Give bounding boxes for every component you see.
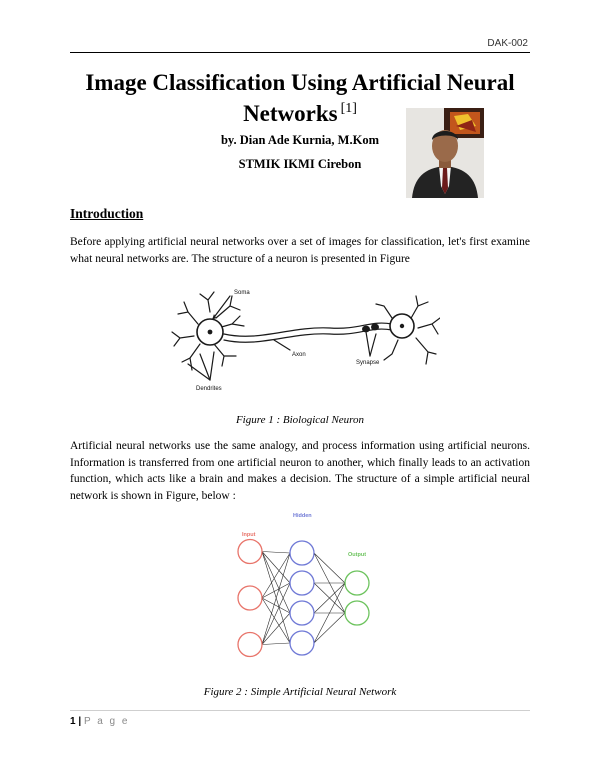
footer-rule xyxy=(70,710,530,711)
author-name: by. Dian Ade Kurnia, M.Kom xyxy=(220,133,379,147)
edge-input-0-to-hidden-0 xyxy=(262,552,290,554)
input-node-2 xyxy=(238,586,262,610)
edge-input-0-to-hidden-2 xyxy=(262,552,290,614)
label-hidden: Hidden xyxy=(293,513,312,519)
edge-input-2-to-hidden-3 xyxy=(262,643,290,645)
paragraph-ann: Artificial neural networks use the same analogy, and process information using artificial neurons. Information is transferred from one artificial neuron to another, which finally leads to an activation function, which acts like a brain and makes a decision. The structure of a simple artificial neural network is shown in Figure, below : xyxy=(70,440,530,502)
label-output: Output xyxy=(348,552,367,558)
edge-input-1-to-hidden-1 xyxy=(262,583,290,598)
page-footer xyxy=(70,716,129,727)
edge-input-2-to-hidden-1 xyxy=(262,583,290,645)
figure-1-caption: Figure 1 : Biological Neuron xyxy=(235,414,365,426)
paragraph-intro: Before applying artificial neural networks over a set of images for classification, let's first examine what neural networks are. The structure of a neuron is presented in Figure xyxy=(70,236,530,265)
neural-network-figure xyxy=(230,510,375,675)
label-input: Input xyxy=(242,532,256,538)
figure-2-caption: Figure 2 : Simple Artificial Neural Network xyxy=(203,686,397,698)
document-code: DAK-002 xyxy=(487,38,528,49)
hidden-node-2 xyxy=(290,571,314,595)
edge-hidden-3-to-output-1 xyxy=(314,613,345,643)
label-dendrites: Dendrites xyxy=(196,386,222,392)
page-number: 1 xyxy=(70,716,76,727)
label-axon: Axon xyxy=(292,352,306,358)
input-node-3 xyxy=(238,633,262,657)
edge-input-2-to-hidden-0 xyxy=(262,553,290,645)
output-node-2 xyxy=(345,601,369,625)
edge-input-1-to-hidden-2 xyxy=(262,598,290,613)
page-word: P a g e xyxy=(83,716,130,727)
biological-neuron-figure xyxy=(170,284,440,404)
output-node-1 xyxy=(345,571,369,595)
input-node-1 xyxy=(238,540,262,564)
title-reference: [1] xyxy=(340,101,357,116)
label-synapse: Synapse xyxy=(356,360,380,366)
hidden-node-4 xyxy=(290,631,314,655)
footer-separator: | xyxy=(78,716,82,727)
hidden-node-3 xyxy=(290,601,314,625)
author-affiliation: STMIK IKMI Cirebon xyxy=(238,157,362,171)
author-photo xyxy=(406,108,484,198)
header-rule xyxy=(70,52,530,53)
hidden-node-1 xyxy=(290,541,314,565)
edge-input-1-to-hidden-3 xyxy=(262,598,290,643)
edge-hidden-0-to-output-0 xyxy=(314,553,345,583)
section-heading-introduction: Introduction xyxy=(70,206,144,221)
title-text: Image Classification Using Artificial Neural Networks xyxy=(85,70,515,126)
label-soma: Soma xyxy=(234,290,250,296)
edge-input-0-to-hidden-3 xyxy=(262,552,290,644)
edge-input-1-to-hidden-0 xyxy=(262,553,290,598)
